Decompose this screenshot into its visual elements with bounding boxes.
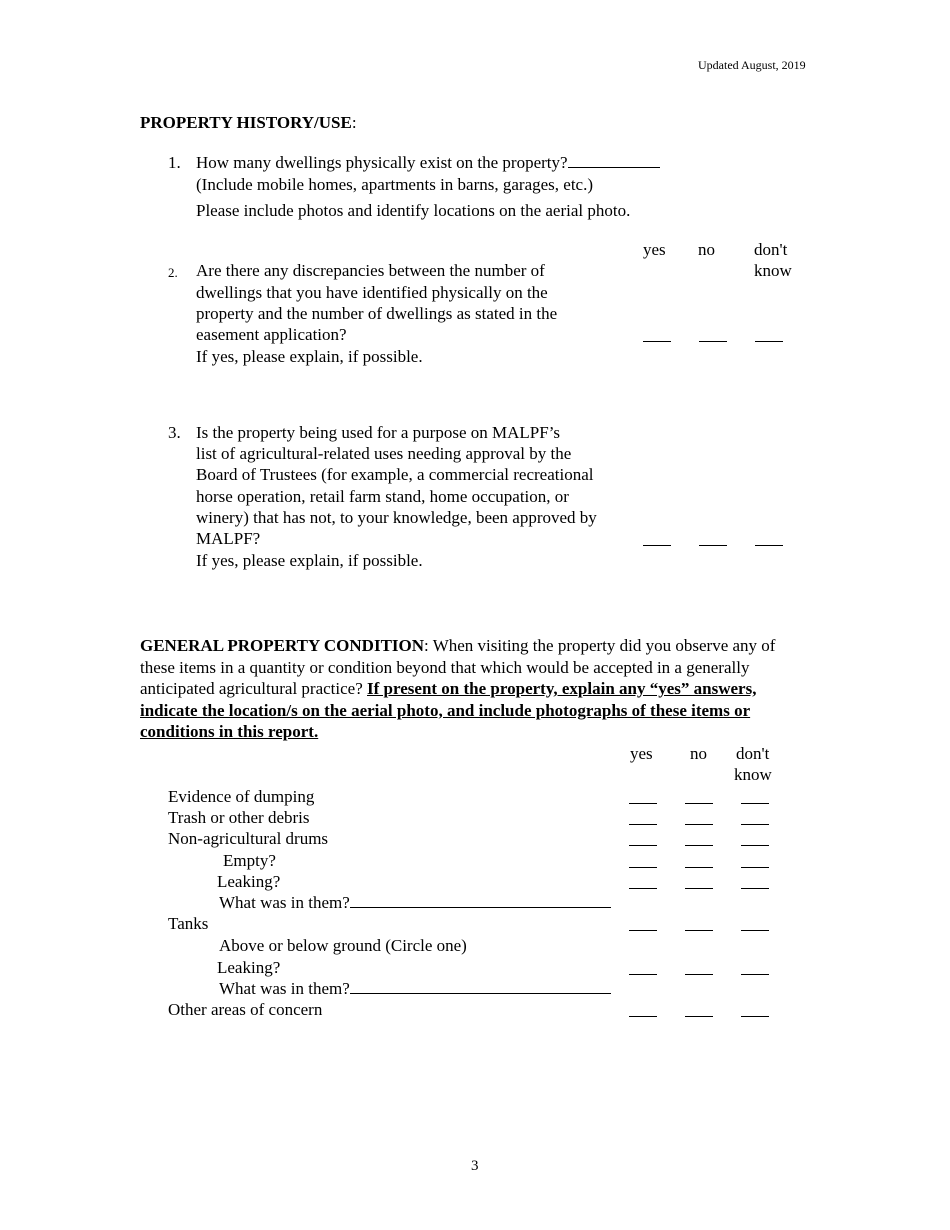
- section-title-text: PROPERTY HISTORY/USE: [140, 113, 352, 132]
- q1-text: How many dwellings physically exist on the property?: [196, 153, 568, 172]
- q3-dont-know-blank[interactable]: [755, 545, 783, 546]
- dumping-dont-know-blank[interactable]: [741, 803, 769, 804]
- q3-line: list of agricultural-related uses needing approval by the: [196, 444, 572, 463]
- item-tanks-leaking: Leaking?: [217, 958, 281, 977]
- q1-line3: Please include photos and identify locations on the aerial photo.: [196, 201, 631, 220]
- q1-line2: (Include mobile homes, apartments in barns, garages, etc.): [196, 175, 594, 194]
- drums-dont-know-blank[interactable]: [741, 845, 769, 846]
- q2-line: easement application?: [196, 325, 347, 344]
- tanks-leaking-yes-blank[interactable]: [629, 974, 657, 975]
- q3-yes-blank[interactable]: [643, 545, 671, 546]
- q2-line: Are there any discrepancies between the number of: [196, 261, 545, 280]
- dumping-yes-blank[interactable]: [629, 803, 657, 804]
- dumping-no-blank[interactable]: [685, 803, 713, 804]
- section-title-property-history: [140, 112, 357, 134]
- empty-no-blank[interactable]: [685, 867, 713, 868]
- q2-no-blank[interactable]: [699, 341, 727, 342]
- q3-no-blank[interactable]: [699, 545, 727, 546]
- drums-contents-blank[interactable]: [350, 892, 611, 908]
- s1-col-yes: yes: [643, 240, 666, 259]
- item-drums-leaking: Leaking?: [217, 872, 281, 891]
- drums-leaking-dont-know-blank[interactable]: [741, 888, 769, 889]
- item-trash-debris: Trash or other debris: [168, 808, 310, 827]
- q1-dwellings-blank[interactable]: [568, 152, 660, 168]
- trash-dont-know-blank[interactable]: [741, 824, 769, 825]
- section2-intro: [140, 635, 805, 743]
- tanks-no-blank[interactable]: [685, 930, 713, 931]
- empty-dont-know-blank[interactable]: [741, 867, 769, 868]
- q3-line: MALPF?: [196, 529, 261, 548]
- item-tanks: Tanks: [168, 914, 209, 933]
- other-yes-blank[interactable]: [629, 1016, 657, 1017]
- q2-number: 2.: [168, 265, 178, 280]
- s2-col-dont: don't: [736, 744, 770, 763]
- updated-date: Updated August, 2019: [698, 58, 806, 72]
- empty-yes-blank[interactable]: [629, 867, 657, 868]
- s2-col-no: no: [690, 744, 707, 763]
- other-dont-know-blank[interactable]: [741, 1016, 769, 1017]
- q2-yes-blank[interactable]: [643, 341, 671, 342]
- tanks-contents-label: What was in them?: [219, 979, 350, 998]
- item-drums-empty: Empty?: [223, 851, 276, 870]
- s2-col-know: know: [734, 765, 772, 784]
- q1-line1: [196, 152, 660, 174]
- drums-leaking-no-blank[interactable]: [685, 888, 713, 889]
- s1-col-know: know: [754, 261, 792, 280]
- trash-no-blank[interactable]: [685, 824, 713, 825]
- item-tanks-contents: [219, 978, 611, 1000]
- drums-yes-blank[interactable]: [629, 845, 657, 846]
- tanks-yes-blank[interactable]: [629, 930, 657, 931]
- other-no-blank[interactable]: [685, 1016, 713, 1017]
- tanks-leaking-no-blank[interactable]: [685, 974, 713, 975]
- q3-line: winery) that has not, to your knowledge, been approved by: [196, 508, 597, 527]
- item-other-concern: Other areas of concern: [168, 1000, 323, 1019]
- section2-intro-text: : When visiting the property did you observe any of these items in a quantity or condition beyond that which would be accepted in a generally anticipated agricultural practice?: [140, 636, 776, 698]
- q2-line: dwellings that you have identified physically on the: [196, 283, 548, 302]
- q2-dont-know-blank[interactable]: [755, 341, 783, 342]
- section-title-general-condition: GENERAL PROPERTY CONDITION: [140, 636, 425, 655]
- q3-line: Is the property being used for a purpose on MALPF’s: [196, 423, 561, 442]
- page-number: 3: [471, 1158, 479, 1174]
- drums-leaking-yes-blank[interactable]: [629, 888, 657, 889]
- item-drums-contents: [219, 892, 611, 914]
- section-title-colon: :: [351, 113, 357, 132]
- tanks-dont-know-blank[interactable]: [741, 930, 769, 931]
- item-tanks-location: Above or below ground (Circle one): [219, 936, 467, 955]
- q2-line: property and the number of dwellings as stated in the: [196, 304, 558, 323]
- q3-line: horse operation, retail farm stand, home occupation, or: [196, 487, 569, 506]
- q3-number: 3.: [168, 423, 181, 442]
- q3-line: If yes, please explain, if possible.: [196, 551, 423, 570]
- tanks-contents-blank[interactable]: [350, 978, 611, 994]
- s1-col-dont: don't: [754, 240, 788, 259]
- trash-yes-blank[interactable]: [629, 824, 657, 825]
- q3-line: Board of Trustees (for example, a commercial recreational: [196, 465, 594, 484]
- section2-instruction: If present on the property, explain any “yes” answers, indicate the location/s on the aerial photo, and include photographs of these items or conditions in this report.: [140, 679, 757, 741]
- item-non-ag-drums: Non-agricultural drums: [168, 829, 329, 848]
- s1-col-no: no: [698, 240, 715, 259]
- drums-no-blank[interactable]: [685, 845, 713, 846]
- q2-line: If yes, please explain, if possible.: [196, 347, 423, 366]
- s2-col-yes: yes: [630, 744, 653, 763]
- q1-number: 1.: [168, 153, 181, 172]
- item-evidence-of-dumping: Evidence of dumping: [168, 787, 315, 806]
- tanks-leaking-dont-know-blank[interactable]: [741, 974, 769, 975]
- drums-contents-label: What was in them?: [219, 893, 350, 912]
